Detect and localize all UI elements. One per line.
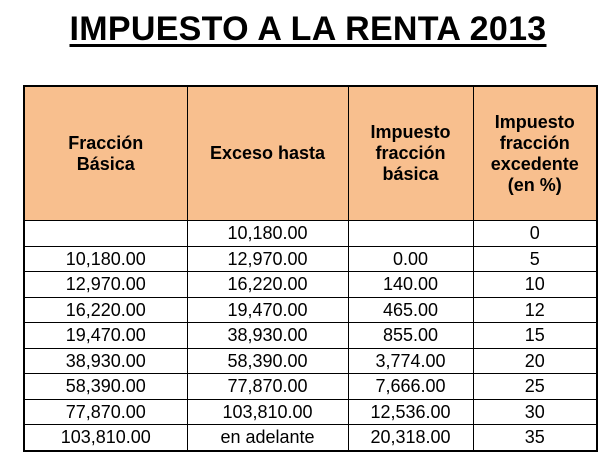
title-text: IMPUESTO A LA RENTA 2013 bbox=[69, 10, 547, 48]
header-line: (en %) bbox=[507, 174, 562, 195]
cell-exceso-hasta: 58,390.00 bbox=[187, 348, 348, 374]
cell-impuesto-fraccion-excedente: 0 bbox=[473, 221, 597, 247]
cell-exceso-hasta: en adelante bbox=[187, 425, 348, 451]
cell-impuesto-fraccion-basica: 140.00 bbox=[348, 272, 473, 298]
cell-impuesto-fraccion-excedente: 5 bbox=[473, 246, 597, 272]
cell-impuesto-fraccion-basica: 855.00 bbox=[348, 323, 473, 349]
table-row bbox=[24, 425, 597, 451]
cell-exceso-hasta: 103,810.00 bbox=[187, 399, 348, 425]
header-line: Básica bbox=[76, 153, 135, 174]
header-line: Impuesto bbox=[494, 111, 575, 132]
table-row bbox=[24, 323, 597, 349]
table-row bbox=[24, 246, 597, 272]
cell-impuesto-fraccion-basica: 465.00 bbox=[348, 297, 473, 323]
cell-impuesto-fraccion-excedente: 15 bbox=[473, 323, 597, 349]
header-line: fracción bbox=[499, 132, 570, 153]
cell-impuesto-fraccion-basica: 7,666.00 bbox=[348, 374, 473, 400]
cell-impuesto-fraccion-excedente: 25 bbox=[473, 374, 597, 400]
page-title bbox=[0, 10, 616, 49]
cell-impuesto-fraccion-basica: 3,774.00 bbox=[348, 348, 473, 374]
table-row bbox=[24, 297, 597, 323]
cell-exceso-hasta: 19,470.00 bbox=[187, 297, 348, 323]
cell-fraccion-basica: 12,970.00 bbox=[24, 272, 187, 298]
header-line: Exceso hasta bbox=[209, 143, 326, 163]
cell-impuesto-fraccion-basica: 12,536.00 bbox=[348, 399, 473, 425]
tax-table bbox=[23, 85, 598, 452]
cell-exceso-hasta: 77,870.00 bbox=[187, 374, 348, 400]
header-exceso-hasta bbox=[187, 86, 348, 221]
cell-fraccion-basica: 10,180.00 bbox=[24, 246, 187, 272]
cell-impuesto-fraccion-excedente: 12 bbox=[473, 297, 597, 323]
cell-impuesto-fraccion-basica: 20,318.00 bbox=[348, 425, 473, 451]
cell-impuesto-fraccion-basica bbox=[348, 221, 473, 247]
cell-fraccion-basica: 19,470.00 bbox=[24, 323, 187, 349]
header-impuesto-fraccion-basica bbox=[348, 86, 473, 221]
table-row bbox=[24, 272, 597, 298]
cell-exceso-hasta: 10,180.00 bbox=[187, 221, 348, 247]
cell-impuesto-fraccion-basica: 0.00 bbox=[348, 246, 473, 272]
cell-fraccion-basica bbox=[24, 221, 187, 247]
cell-impuesto-fraccion-excedente: 30 bbox=[473, 399, 597, 425]
cell-exceso-hasta: 38,930.00 bbox=[187, 323, 348, 349]
cell-exceso-hasta: 12,970.00 bbox=[187, 246, 348, 272]
header-row bbox=[24, 86, 597, 221]
cell-impuesto-fraccion-excedente: 10 bbox=[473, 272, 597, 298]
header-line: Fracción bbox=[68, 132, 144, 153]
header-line: Impuesto bbox=[370, 122, 451, 142]
header-line: excedente bbox=[490, 153, 579, 174]
header-fraccion-basica bbox=[24, 86, 187, 221]
table-row bbox=[24, 221, 597, 247]
table-row bbox=[24, 399, 597, 425]
cell-exceso-hasta: 16,220.00 bbox=[187, 272, 348, 298]
cell-fraccion-basica: 16,220.00 bbox=[24, 297, 187, 323]
header-impuesto-fraccion-excedente bbox=[473, 86, 597, 221]
header-line: fracción bbox=[375, 143, 446, 163]
table-row bbox=[24, 348, 597, 374]
cell-fraccion-basica: 58,390.00 bbox=[24, 374, 187, 400]
cell-fraccion-basica: 77,870.00 bbox=[24, 399, 187, 425]
cell-fraccion-basica: 103,810.00 bbox=[24, 425, 187, 451]
cell-fraccion-basica: 38,930.00 bbox=[24, 348, 187, 374]
table-row bbox=[24, 374, 597, 400]
cell-impuesto-fraccion-excedente: 35 bbox=[473, 425, 597, 451]
cell-impuesto-fraccion-excedente: 20 bbox=[473, 348, 597, 374]
header-line: básica bbox=[382, 164, 439, 184]
